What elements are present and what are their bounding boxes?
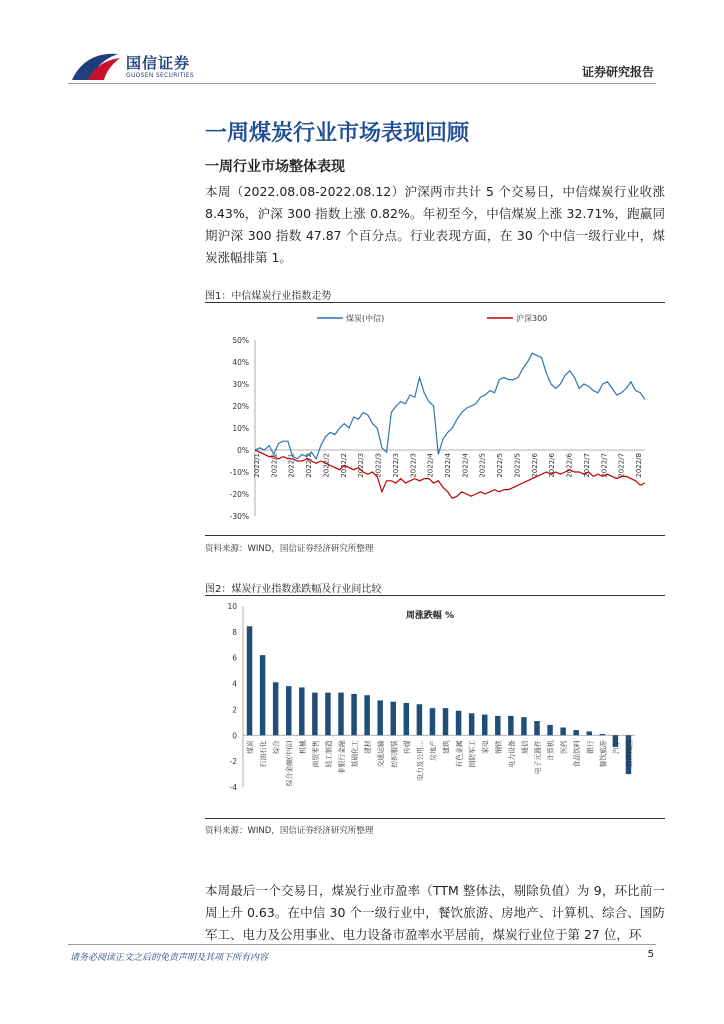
bar-15 (443, 708, 448, 735)
category-label: 石油石化 (259, 740, 268, 768)
figure2-bottom-rule (205, 818, 665, 819)
x-tick-label: 2022/3 (357, 453, 366, 478)
x-tick-label: 2022/1 (287, 453, 296, 478)
y-tick-label: -10% (229, 468, 249, 477)
logo (70, 50, 200, 84)
bar-1 (260, 655, 265, 735)
y-tick-label: 2 (232, 705, 237, 715)
footer-rule (68, 944, 656, 945)
bar-23 (547, 725, 552, 735)
legend-label-1: 沪深300 (516, 314, 548, 323)
bar-21 (521, 717, 526, 735)
category-label: 建材 (364, 740, 373, 754)
category-label: 综合金融(中信) (285, 740, 294, 787)
x-tick-label: 2022/3 (374, 453, 383, 478)
bar-13 (417, 704, 422, 735)
category-label: 煤炭 (246, 740, 255, 754)
y-tick-label: 10% (232, 424, 249, 433)
y-tick-label: 30% (232, 380, 249, 389)
category-label: 电力及公用… (416, 740, 425, 782)
category-label: 建筑 (442, 740, 451, 754)
x-tick-label: 2022/4 (444, 453, 452, 478)
category-label: 传媒 (403, 740, 412, 754)
category-label: 轻工制造 (324, 740, 333, 768)
x-tick-label: 2022/6 (530, 453, 539, 478)
bar-9 (364, 695, 369, 735)
x-tick-label: 2022/8 (635, 453, 643, 478)
bar-5 (312, 693, 317, 736)
section-title: 一周煤炭行业市场表现回顾 (205, 121, 470, 146)
legend-label-0: 煤炭(中信) (346, 314, 385, 323)
category-label: 电子元器件 (534, 740, 542, 775)
category-label: 农林牧渔 (625, 740, 634, 768)
figure1-source: 资料来源：WIND，国信证券经济研究所整理 (205, 544, 374, 554)
category-label: 商贸零售 (311, 740, 320, 768)
category-label: 有色金属 (455, 740, 464, 768)
x-tick-label: 2022/5 (478, 453, 487, 478)
footer-disclaimer: 请务必阅读正文之后的免责声明及其项下所有内容 (70, 953, 269, 963)
x-tick-label: 2022/7 (582, 453, 591, 478)
category-label: 非银行金融 (338, 740, 346, 775)
subsection-title: 一周行业市场整体表现 (205, 159, 345, 175)
logo-chinese-name: 国信证券 (126, 54, 191, 72)
figure1-top-rule (205, 302, 665, 303)
bar-27 (600, 734, 605, 735)
bar-6 (325, 693, 330, 736)
logo-english-name: GUOSEN SECURITIES (126, 72, 195, 79)
x-tick-label: 2022/4 (461, 453, 470, 478)
y-tick-label: -20% (229, 490, 249, 499)
bar-19 (495, 716, 500, 735)
bar-4 (299, 687, 304, 735)
y-tick-label: 4 (232, 679, 237, 689)
category-label: 食品饮料 (573, 740, 582, 768)
figure1-bottom-rule (205, 535, 665, 536)
x-tick-label: 2022/6 (565, 453, 574, 478)
y-tick-label: -4 (229, 783, 237, 792)
x-tick-label: 2022/1 (270, 453, 279, 478)
bar-20 (508, 716, 513, 735)
bar-25 (573, 730, 578, 735)
logo-mark-icon (70, 50, 122, 82)
category-label: 综合 (272, 740, 281, 754)
bar-26 (587, 731, 592, 735)
x-tick-label: 2022/3 (391, 453, 400, 478)
bar-0 (247, 626, 252, 735)
bar-22 (534, 721, 539, 735)
bar-3 (286, 686, 291, 735)
paragraph-valuation: 本周最后一个交易日，煤炭行业市盈率（TTM 整体法，剔除负值）为 9，环比前一周上升 0.63。在中信 30 个一级行业中，餐饮旅游、房地产、计算机、综合、国防军工、电力及公用事业、电力设备市盈率水平居前，煤炭行业位于第 27 位，环 (205, 883, 665, 942)
bar-16 (456, 711, 461, 736)
y-tick-label: 20% (232, 402, 249, 411)
y-tick-label: 0% (237, 446, 249, 455)
category-label: 国防军工 (468, 740, 477, 768)
category-label: 基础化工 (351, 740, 360, 768)
category-label: 机械 (298, 740, 307, 754)
x-tick-label: 2022/2 (322, 453, 331, 478)
bar-chart (205, 597, 665, 817)
x-tick-label: 2022/2 (339, 453, 348, 478)
figure2-title: 图2：煤炭行业指数涨跌幅及行业间比较 (205, 584, 382, 595)
category-label: 电力设备 (507, 740, 516, 768)
bar-7 (338, 693, 343, 736)
category-label: 纺织服装 (390, 740, 399, 768)
bar-8 (351, 694, 356, 735)
category-label: 医药 (560, 740, 569, 754)
header-rule (68, 83, 656, 84)
bar-2 (273, 682, 278, 735)
paragraph-summary: 本周（2022.08.08-2022.08.12）沪深两市共计 5 个交易日，中信煤炭行业收涨 8.43%，沪深 300 指数上涨 0.82%。年初至今，中信煤炭上涨 32.71%，跑赢同期沪深 300 指数 47.87 个百分点。行业表现方面，在 30 个中信一级行业中，煤炭涨幅排第 1。 (205, 184, 665, 265)
x-tick-label: 2022/1 (253, 453, 261, 478)
bar-24 (560, 728, 565, 736)
x-tick-label: 2022/7 (600, 453, 609, 478)
y-tick-label: 50% (232, 336, 249, 345)
bar-17 (469, 713, 474, 735)
x-tick-label: 2022/6 (548, 453, 557, 478)
category-label: 交通运输 (377, 740, 386, 768)
x-tick-label: 2022/3 (409, 453, 418, 478)
figure1-title: 图1：中信煤炭行业指数走势 (205, 291, 332, 302)
figure2-top-rule (205, 595, 665, 596)
y-tick-label: 40% (232, 358, 249, 367)
y-tick-label: 10 (227, 602, 237, 611)
y-tick-label: 0 (232, 731, 237, 741)
report-type: 证券研究报告 (581, 65, 654, 79)
bar-14 (430, 708, 435, 735)
y-tick-label: 6 (232, 653, 237, 663)
category-label: 房地产 (429, 740, 438, 761)
category-label: 汽车 (612, 740, 621, 754)
bar-18 (482, 715, 487, 736)
line-chart (205, 304, 665, 534)
page-number: 5 (647, 949, 654, 960)
bar-11 (391, 702, 396, 736)
category-label: 餐饮旅游 (599, 740, 608, 768)
category-label: 计算机 (547, 740, 556, 761)
y-tick-label: 8 (232, 627, 237, 637)
x-tick-label: 2022/5 (496, 453, 505, 478)
category-label: 钢铁 (494, 740, 503, 754)
x-tick-label: 2022/5 (513, 453, 522, 478)
category-label: 家电 (481, 740, 490, 754)
bar-chart-title: 周涨跌幅 % (405, 611, 455, 621)
figure2-source: 资料来源：WIND，国信证券经济研究所整理 (205, 826, 374, 836)
series-line-0 (255, 353, 645, 459)
category-label: 通信 (520, 740, 529, 754)
y-tick-label: -2 (229, 757, 237, 767)
x-tick-label: 2022/7 (617, 453, 626, 478)
bar-12 (404, 703, 409, 735)
x-tick-label: 2022/2 (305, 453, 314, 478)
x-tick-label: 2022/4 (426, 453, 435, 478)
bar-10 (377, 700, 382, 735)
y-tick-label: -30% (229, 512, 249, 521)
category-label: 银行 (586, 740, 595, 754)
